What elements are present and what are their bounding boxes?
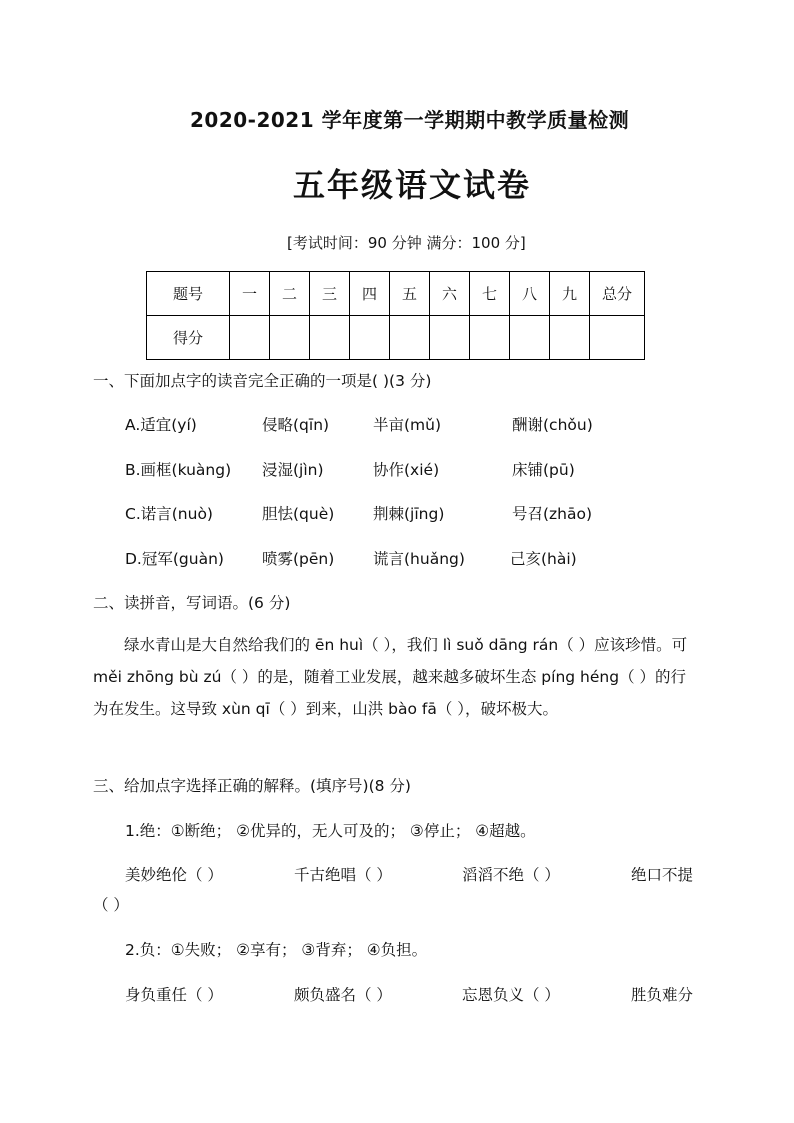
q1-option-c: C.诺言(nuò)	[125, 505, 213, 523]
score-cell[interactable]	[470, 316, 510, 360]
table-cell: 题号	[147, 272, 230, 316]
q1-option-c-word: 胆怯(què)	[262, 505, 335, 523]
score-table-score-row	[147, 316, 645, 360]
score-cell[interactable]	[310, 316, 350, 360]
score-table-header-row	[147, 272, 645, 316]
exam-info: [考试时间：90 分钟 满分：100 分]	[287, 234, 526, 252]
q3-item2-definition: 2.负：①失败； ②享有； ③背弃； ④负担。	[125, 941, 428, 959]
score-cell[interactable]	[390, 316, 430, 360]
q3-item1-word: 美妙绝伦（ ）	[125, 866, 223, 884]
q1-option-a-word: 侵略(qīn)	[262, 416, 330, 434]
q1-option-b-word: 协作(xié)	[373, 461, 440, 479]
q1-option-a: A.适宜(yí)	[125, 416, 197, 434]
q1-option-d: D.冠军(guàn)	[125, 550, 224, 568]
table-cell: 一	[230, 272, 270, 316]
score-cell[interactable]	[270, 316, 310, 360]
q3-item2-word: 身负重任（ ）	[125, 986, 223, 1004]
table-cell: 九	[550, 272, 590, 316]
q1-option-d-word: 喷雾(pēn)	[262, 550, 335, 568]
q1-option-b-word: 浸湿(jìn)	[262, 461, 324, 479]
table-cell: 二	[270, 272, 310, 316]
q1-option-b: B.画框(kuàng)	[125, 461, 232, 479]
exam-header: 2020-2021 学年度第一学期期中教学质量检测	[190, 108, 630, 132]
q3-item2-word: 忘恩负义（ ）	[462, 986, 560, 1004]
score-cell[interactable]	[510, 316, 550, 360]
table-cell: 七	[470, 272, 510, 316]
q1-title: 一、下面加点字的读音完全正确的一项是( )(3 分)	[93, 372, 432, 390]
table-cell: 八	[510, 272, 550, 316]
q3-title: 三、给加点字选择正确的解释。(填序号)(8 分)	[93, 777, 411, 795]
table-cell: 得分	[147, 316, 230, 360]
q1-option-d-word: 己亥(hài)	[510, 550, 577, 568]
table-cell: 五	[390, 272, 430, 316]
page-title: 五年级语文试卷	[292, 166, 531, 204]
q1-option-b-word: 床铺(pū)	[512, 461, 575, 479]
q3-item2-word: 胜负难分	[631, 986, 694, 1004]
q3-item1-word: 绝口不提	[631, 866, 694, 884]
q3-item1-definition: 1.绝：①断绝； ②优异的，无人可及的； ③停止； ④超越。	[125, 822, 536, 840]
q1-option-a-word: 半亩(mǔ)	[373, 416, 442, 434]
q1-option-c-word: 号召(zhāo)	[512, 505, 593, 523]
table-cell: 三	[310, 272, 350, 316]
q2-title: 二、读拼音，写词语。(6 分)	[93, 594, 291, 612]
q1-option-d-word: 谎言(huǎng)	[373, 550, 465, 568]
table-cell: 总分	[590, 272, 645, 316]
q3-item1-word: 滔滔不绝（ ）	[462, 866, 560, 884]
score-cell[interactable]	[350, 316, 390, 360]
table-cell: 四	[350, 272, 390, 316]
score-cell[interactable]	[230, 316, 270, 360]
q1-option-c-word: 荆棘(jīng)	[373, 505, 445, 523]
score-cell[interactable]	[430, 316, 470, 360]
score-table	[146, 271, 645, 360]
q2-paragraph: 绿水青山是大自然给我们的 ēn huì（ ），我们 lì suǒ dāng rán（ ）应该珍惜。可 měi zhōng bù zú（ ）的是，随着工业发展，越来越多破坏生态 píng héng（ ）的行为在发生。这导致 xùn qī（ ）到来，山洪 bào fā（ ），破坏极大。	[93, 636, 688, 718]
score-cell[interactable]	[550, 316, 590, 360]
table-cell: 六	[430, 272, 470, 316]
q3-item2-word: 颇负盛名（ ）	[294, 986, 392, 1004]
q1-option-a-word: 酬谢(chǒu)	[512, 416, 593, 434]
score-cell[interactable]	[590, 316, 645, 360]
q3-item1-wrap: （ ）	[93, 896, 129, 914]
q3-item1-word: 千古绝唱（ ）	[294, 866, 392, 884]
